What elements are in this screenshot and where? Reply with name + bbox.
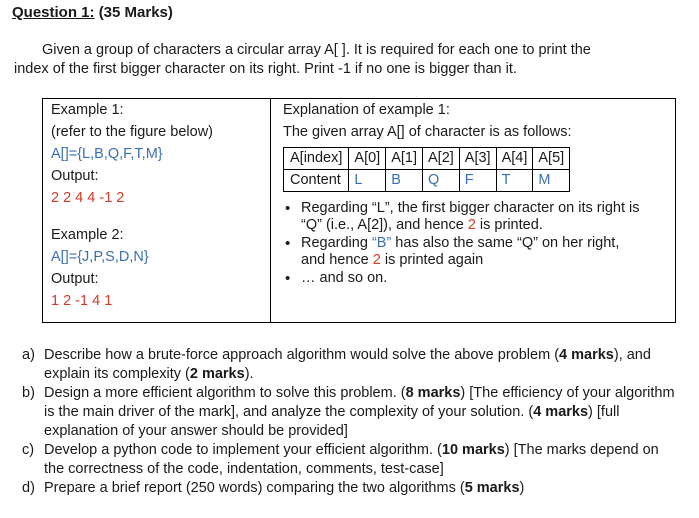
part-b-text-2: ) [The efficiency of your algorithm is the main driver of the mark], and analyze the complexity of your solution. ( (44, 385, 675, 420)
index-cell: A[0] (349, 148, 386, 170)
part-c-text-1: Develop a python code to implement your efficient algorithm. ( (44, 442, 442, 458)
example1-output-label: Output: (51, 168, 99, 184)
question-marks: (35 Marks) (98, 4, 173, 21)
part-b-text-1: Design a more efficient algorithm to solve this problem. ( (44, 385, 406, 401)
examples-box (42, 98, 676, 323)
explanation-bullets (283, 200, 673, 287)
part-d-text-1: Prepare a brief report (250 words) comparing the two algorithms ( (44, 480, 465, 496)
part-c-text-2: ) [The marks depend on the correctness of the code, indentation, comments, test-case] (44, 442, 659, 477)
part-d-text-2: ) (519, 480, 525, 496)
content-cell: M (533, 170, 570, 192)
content-cell: Q (423, 170, 460, 192)
part-a-text-2: ), and explain its complexity ( (44, 347, 651, 382)
example1-output: 2 2 4 4 -1 2 (51, 190, 125, 206)
bullet1-number: 2 (467, 217, 476, 233)
example1-note: (refer to the figure below) (51, 124, 213, 140)
example2-output: 1 2 -1 4 1 (51, 293, 113, 309)
example2-output-label: Output: (51, 271, 99, 287)
part-c-marks-1: 10 marks (441, 442, 505, 458)
question-number: Question 1: (12, 4, 95, 21)
part-a-label: a) (22, 347, 35, 363)
part-a-text-3: ). (244, 366, 254, 382)
bullet1-text-a: Regarding “L”, the first bigger character on its right is (301, 200, 640, 216)
bullet1-text-b: “Q” (i.e., A[2]), and hence (301, 217, 468, 233)
index-cell: A[5] (533, 148, 570, 170)
content-cell: F (459, 170, 496, 192)
content-cell: T (496, 170, 533, 192)
part-b-label: b) (22, 385, 35, 401)
part-b-marks-1: 8 marks (405, 385, 461, 401)
explanation-title: Explanation of example 1: (283, 102, 450, 118)
bullet2-text-d: is printed again (380, 252, 484, 268)
index-cell: A[3] (459, 148, 496, 170)
explanation-column (283, 102, 673, 288)
question-heading (12, 4, 173, 22)
part-d-label: d) (22, 480, 35, 496)
examples-column (51, 102, 266, 315)
part-b (22, 384, 682, 441)
part-d-marks-1: 5 marks (464, 480, 520, 496)
problem-line-2: index of the first bigger character on its right. Print -1 if no one is bigger than it. (14, 61, 517, 77)
content-label-cell: Content (284, 170, 349, 192)
index-cell: A[2] (423, 148, 460, 170)
bullet2-quoted: “B” (371, 235, 392, 251)
bullet2-text-a: Regarding (301, 235, 372, 251)
part-a-marks-2: 2 marks (189, 366, 245, 382)
index-cell: A[4] (496, 148, 533, 170)
example1-array: A[]={L,B,Q,F,T,M} (51, 146, 163, 162)
bullet2-text-c: and hence (301, 252, 373, 268)
explanation-bullet-1 (301, 200, 673, 234)
bullet2-text-b: has also the same “Q” on her right, (391, 235, 620, 251)
part-a-text-1: Describe how a brute-force approach algorithm would solve the above problem ( (44, 347, 560, 363)
part-a (22, 346, 682, 384)
index-cell: A[1] (386, 148, 423, 170)
task-parts (22, 346, 682, 498)
array-table (283, 147, 570, 192)
part-d (22, 479, 682, 498)
part-b-marks-2: 4 marks (533, 404, 589, 420)
content-cell: L (349, 170, 386, 192)
problem-line-1 (14, 41, 686, 60)
example2-title: Example 2: (51, 227, 124, 243)
explanation-desc: The given array A[] of character is as follows: (283, 124, 572, 140)
index-label-cell: A[index] (284, 148, 349, 170)
part-c-label: c) (22, 442, 35, 458)
problem-line-1-b: f (437, 42, 442, 58)
bullet1-text-c: is printed. (475, 217, 543, 233)
example1-title: Example 1: (51, 102, 124, 118)
example2-array: A[]={J,P,S,D,N} (51, 249, 149, 265)
problem-statement (14, 41, 686, 79)
array-content-row (284, 170, 570, 192)
array-index-row (284, 148, 570, 170)
bullet2-number: 2 (372, 252, 381, 268)
part-a-marks-1: 4 marks (559, 347, 614, 363)
content-cell: B (386, 170, 423, 192)
problem-line-1-a: Given a group of characters a circular array A[ ]. It is required (42, 42, 438, 58)
part-c (22, 441, 682, 479)
problem-line-1-c: or each one to print the (441, 42, 591, 58)
explanation-bullet-3: • … and so on. (301, 270, 673, 287)
box-divider (270, 99, 271, 322)
part-b-text-3: ) [full explanation of your answer should be provided] (44, 404, 620, 439)
explanation-bullet-2 (301, 235, 673, 269)
